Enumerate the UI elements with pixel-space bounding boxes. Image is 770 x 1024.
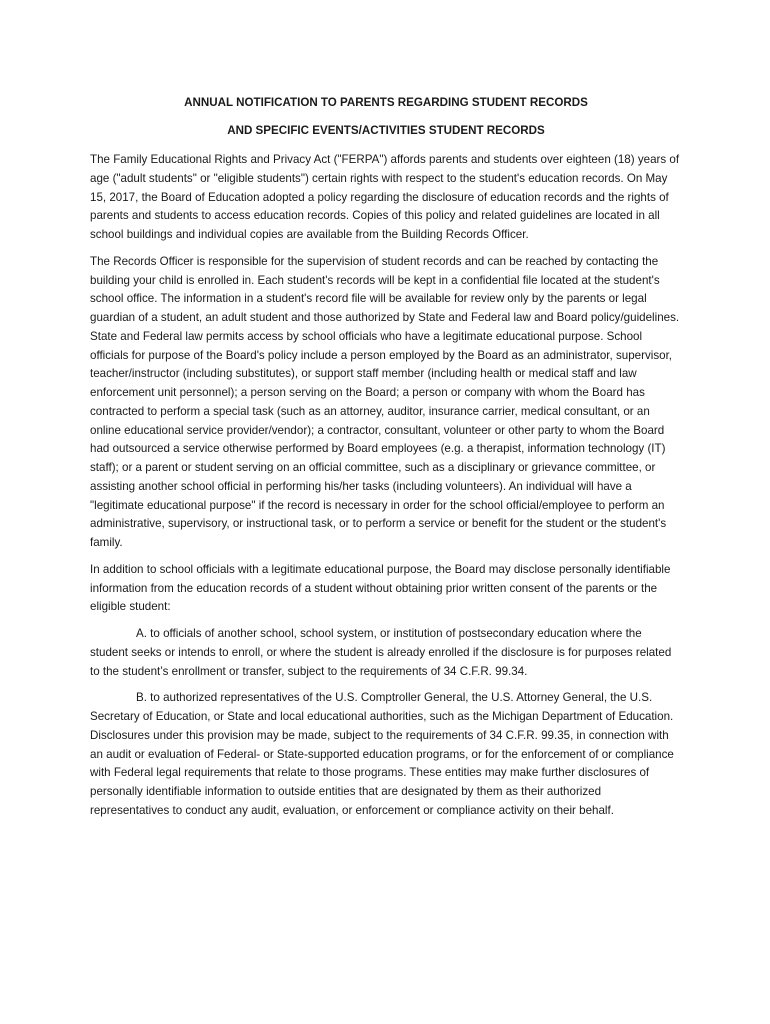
document-body xyxy=(90,95,682,829)
paragraph-disclosure-intro: In addition to school officials with a legitimate educational purpose, the Board may disclose personally identifiable information from the education records of a student without obtaining prior written consent of the parents or the eligible student: xyxy=(90,562,671,614)
paragraph-records-officer: The Records Officer is responsible for the supervision of student records and can be reached by contacting the building your child is enrolled in. Each student's records will be kept in a confidential file located at the student's school office. The information in a student's record file will be available for review only by the parents or legal guardian of a student, an adult student and those authorized by State and Federal law and Board policy/guidelines. State and Federal law permits access by school officials who have a legitimate educational purpose. School officials for purpose of the Board's policy include a person employed by the Board as an administrator, supervisor, teacher/instructor (including substitutes), or support staff member (including health or medical staff and law enforcement unit personnel); a person serving on the Board; a person or company with whom the Board has contracted to perform a special task (such as an attorney, auditor, insurance carrier, medical consultant, or an online educational service provider/vendor); a contractor, consultant, volunteer or other party to whom the Board had outsourced a service otherwise performed by Board employees (e.g. a therapist, information technology (IT) staff); or a parent or student serving on an official committee, such as a disciplinary or grievance committee, or assisting another school official in performing his/her tasks (including volunteers). An individual will have a "legitimate educational purpose" if the record is necessary in order for the school official/employee to perform an administrative, supervisory, or instructional task, or to perform a service or benefit for the student or the student's family. xyxy=(90,254,680,549)
list-item-a: A. to officials of another school, school system, or institution of postsecondary education where the student seeks or intends to enroll, or where the student is already enrolled if the disclosure is for purposes related to the student’s enrollment or transfer, subject to the requirements of 34 C.F.R. 99.34. xyxy=(90,627,672,678)
paragraph-ferpa-intro: The Family Educational Rights and Privacy Act ("FERPA") affords parents and students over eighteen (18) years of age ("adult students" or "eligible students") certain rights with respect to the student's education records. On May 15, 2017, the Board of Education adopted a policy regarding the disclosure of education records and the rights of parents and students to access education records. Copies of this policy and related guidelines are located in all school buildings and individual copies are available from the Building Records Officer. xyxy=(90,153,680,241)
document-subtitle: AND SPECIFIC EVENTS/ACTIVITIES STUDENT RECORDS xyxy=(227,124,545,137)
document-title: ANNUAL NOTIFICATION TO PARENTS REGARDING STUDENT RECORDS xyxy=(184,96,588,109)
list-item-b: B. to authorized representatives of the U.S. Comptroller General, the U.S. Attorney General, the U.S. Secretary of Education, or State and local educational authorities, such as the Michigan Department of Education. Disclosures under this provision may be made, subject to the requirements of 34 C.F.R. 99.35, in connection with an audit or evaluation of Federal- or State-supported education programs, or for the enforcement of or compliance with Federal legal requirements that relate to those programs. These entities may make further disclosures of personally identifiable information to outside entities that are designated by them as their authorized representatives to conduct any audit, evaluation, or enforcement or compliance activity on their behalf. xyxy=(90,691,674,817)
